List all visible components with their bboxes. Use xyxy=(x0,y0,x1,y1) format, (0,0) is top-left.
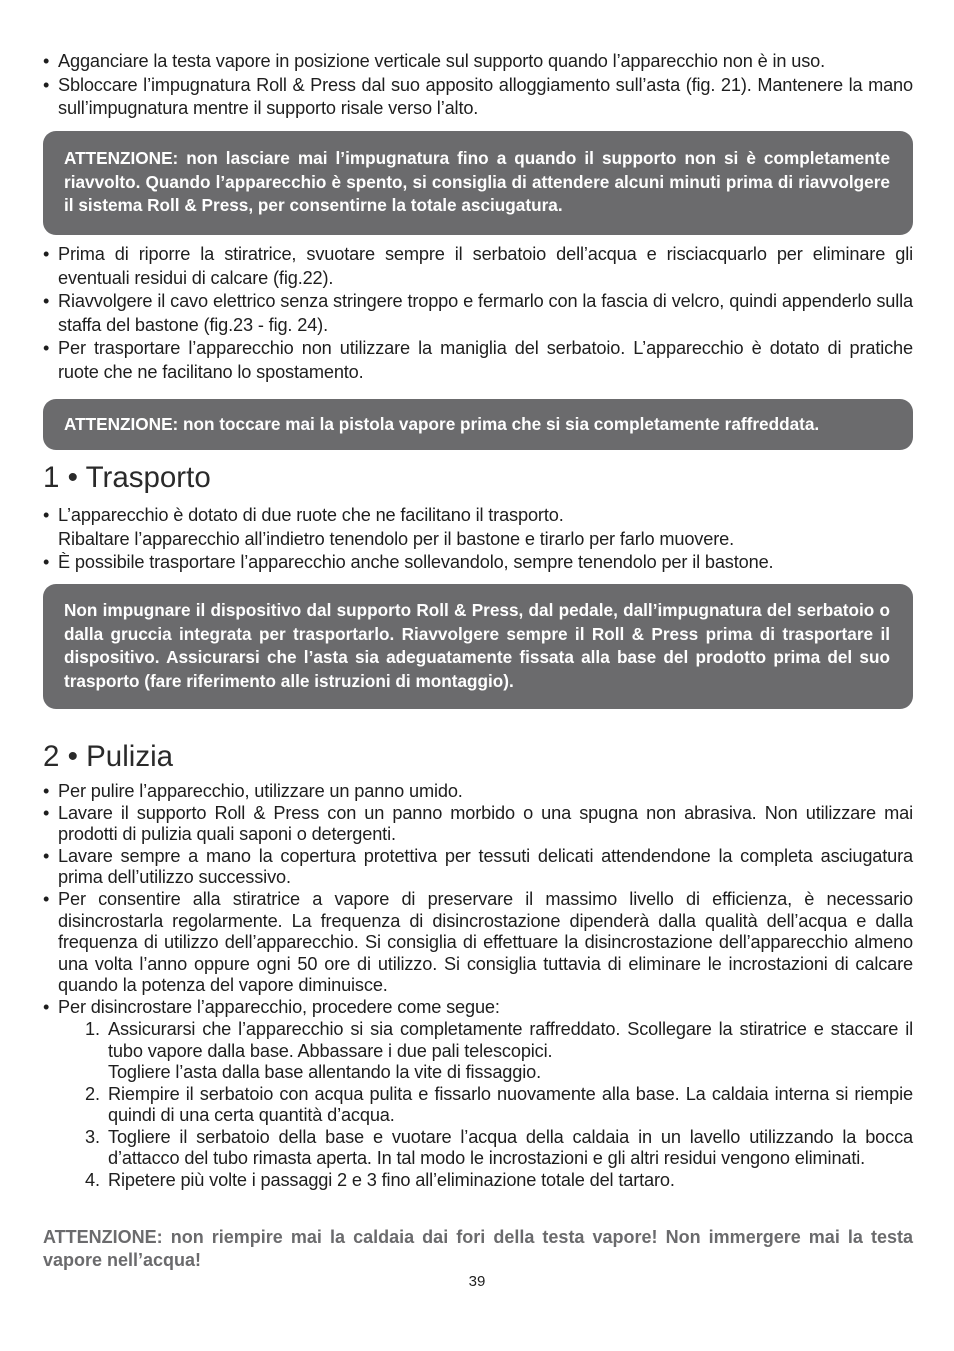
list-item: • Agganciare la testa vapore in posizione verticale sul supporto quando l’apparecchio non è in uso. xyxy=(43,51,826,71)
list-item: • È possibile trasportare l’apparecchio anche sollevandolo, sempre tenendolo per il bastone. xyxy=(43,552,774,573)
list-item: • Per disincrostare l’apparecchio, procedere come segue: xyxy=(43,996,500,1017)
warning-box-1 xyxy=(43,131,913,235)
storage-list xyxy=(43,243,913,385)
warning-box-2 xyxy=(43,399,913,450)
list-item: • L’apparecchio è dotato di due ruote che ne facilitano il trasporto. Ribaltare l’apparecchio all’indietro tenendolo per il bastone e tirarlo per farlo muovere. xyxy=(43,505,734,549)
list-item: • Per pulire l’apparecchio, utilizzare un panno umido. xyxy=(43,781,463,801)
pulizia-list xyxy=(43,781,913,1019)
list-item-continuation: Ribaltare l’apparecchio all’indietro tenendolo per il bastone e tirarlo per farlo muovere. xyxy=(58,528,734,549)
warning-text: Non impugnare il dispositivo dal supporto Roll & Press, dal pedale, dall’impugnatura del serbatoio o dalla gruccia integrata per trasportarlo. Riavvolgere sempre il Roll & Press prima di trasportare il dispositivo. Assicurarsi che l’asta sia adeguatamente fissata alla base del prodotto prima del suo trasporto (fare riferimento alle istruzioni di montaggio). xyxy=(64,600,890,691)
step-item: 4. Ripetere più volte i passaggi 2 e 3 fino all’eliminazione totale del tartaro. xyxy=(85,1169,675,1190)
list-item: • Per consentire alla stiratrice a vapore di preservare il massimo livello di efficienza, è necessario disincrostarla regolarmente. La frequenza di disincrostazione dipenderà dalla qualità dell’acqua e dalla frequenza di utilizzo dell’apparecchio. Si consiglia di effettuare la disincrostazione dell’apparecchio almeno una volta l’anno oppure ogni 50 ore di utilizzo. Si consiglia tuttavia di eliminare le incrostazioni di calcare quando la potenza del vapore diminuisce. xyxy=(43,888,913,996)
page-number: 39 xyxy=(468,1273,486,1290)
list-item: • Prima di riporre la stiratrice, svuotare sempre il serbatoio dell’acqua e risciacquarlo per eliminare gli eventuali residui di calcare (fig.22). xyxy=(43,244,913,288)
list-item: • Lavare sempre a mano la copertura protettiva per tessuti delicati attendendone la completa asciugatura prima dell’utilizzo successivo. xyxy=(43,845,913,888)
step-item: 1. Assicurarsi che l’apparecchio si sia completamente raffreddato. Scollegare la stiratrice e staccare il tubo vapore dalla base. Abbassare i due pali telescopici. Togliere l’asta dalla base allentando la vite di fissaggio. xyxy=(85,1019,913,1082)
warning-box-3 xyxy=(43,584,913,709)
final-warning: ATTENZIONE: non riempire mai la caldaia dai fori della testa vapore! Non immergere mai la testa vapore nell’acqua! xyxy=(43,1227,913,1270)
list-item: • Lavare il supporto Roll & Press con un panno morbido o una spugna non abrasiva. Non utilizzare mai prodotti di pulizia quali saponi o detergenti. xyxy=(43,802,913,845)
list-item: • Riavvolgere il cavo elettrico senza stringere troppo e fermarlo con la fascia di velcro, quindi appenderlo sulla staffa del bastone (fig.23 - fig. 24). xyxy=(43,291,913,335)
list-item: • Per trasportare l’apparecchio non utilizzare la maniglia del serbatoio. L’apparecchio è dotato di pratiche ruote che ne facilitano lo spostamento. xyxy=(43,338,913,382)
step-item: 3. Togliere il serbatoio della base e vuotare l’acqua della caldaia in un lavello utilizzando la bocca d’attacco del tubo rimasta aperta. In tal modo le incrostazioni e gli altri residui vengono eliminati. xyxy=(85,1126,913,1168)
list-item: • Sbloccare l’impugnatura Roll & Press dal suo apposito alloggiamento sull’asta (fig. 21). Mantenere la mano sull’impugnatura mentre il supporto risale verso l’alto. xyxy=(43,74,913,119)
descaling-steps xyxy=(85,1019,913,1191)
warning-text: ATTENZIONE: non lasciare mai l’impugnatura fino a quando il supporto non si è completamente riavvolto. Quando l’apparecchio è spento, si consiglia di attendere alcuni minuti prima di riavvolgere il sistema Roll & Press, per consentirne la totale asciugatura. xyxy=(64,148,890,216)
step-item: 2. Riempire il serbatoio con acqua pulita e fissarlo nuovamente alla base. La caldaia interna si riempie quindi di una certa quantità d’acqua. xyxy=(85,1083,913,1125)
section-title-pulizia: 2 • Pulizia xyxy=(43,740,174,773)
trasporto-list xyxy=(43,504,913,575)
section-title-trasporto: 1 • Trasporto xyxy=(43,461,211,494)
intro-list xyxy=(43,50,913,121)
warning-text: ATTENZIONE: non toccare mai la pistola vapore prima che si sia completamente raffreddata. xyxy=(64,414,820,434)
